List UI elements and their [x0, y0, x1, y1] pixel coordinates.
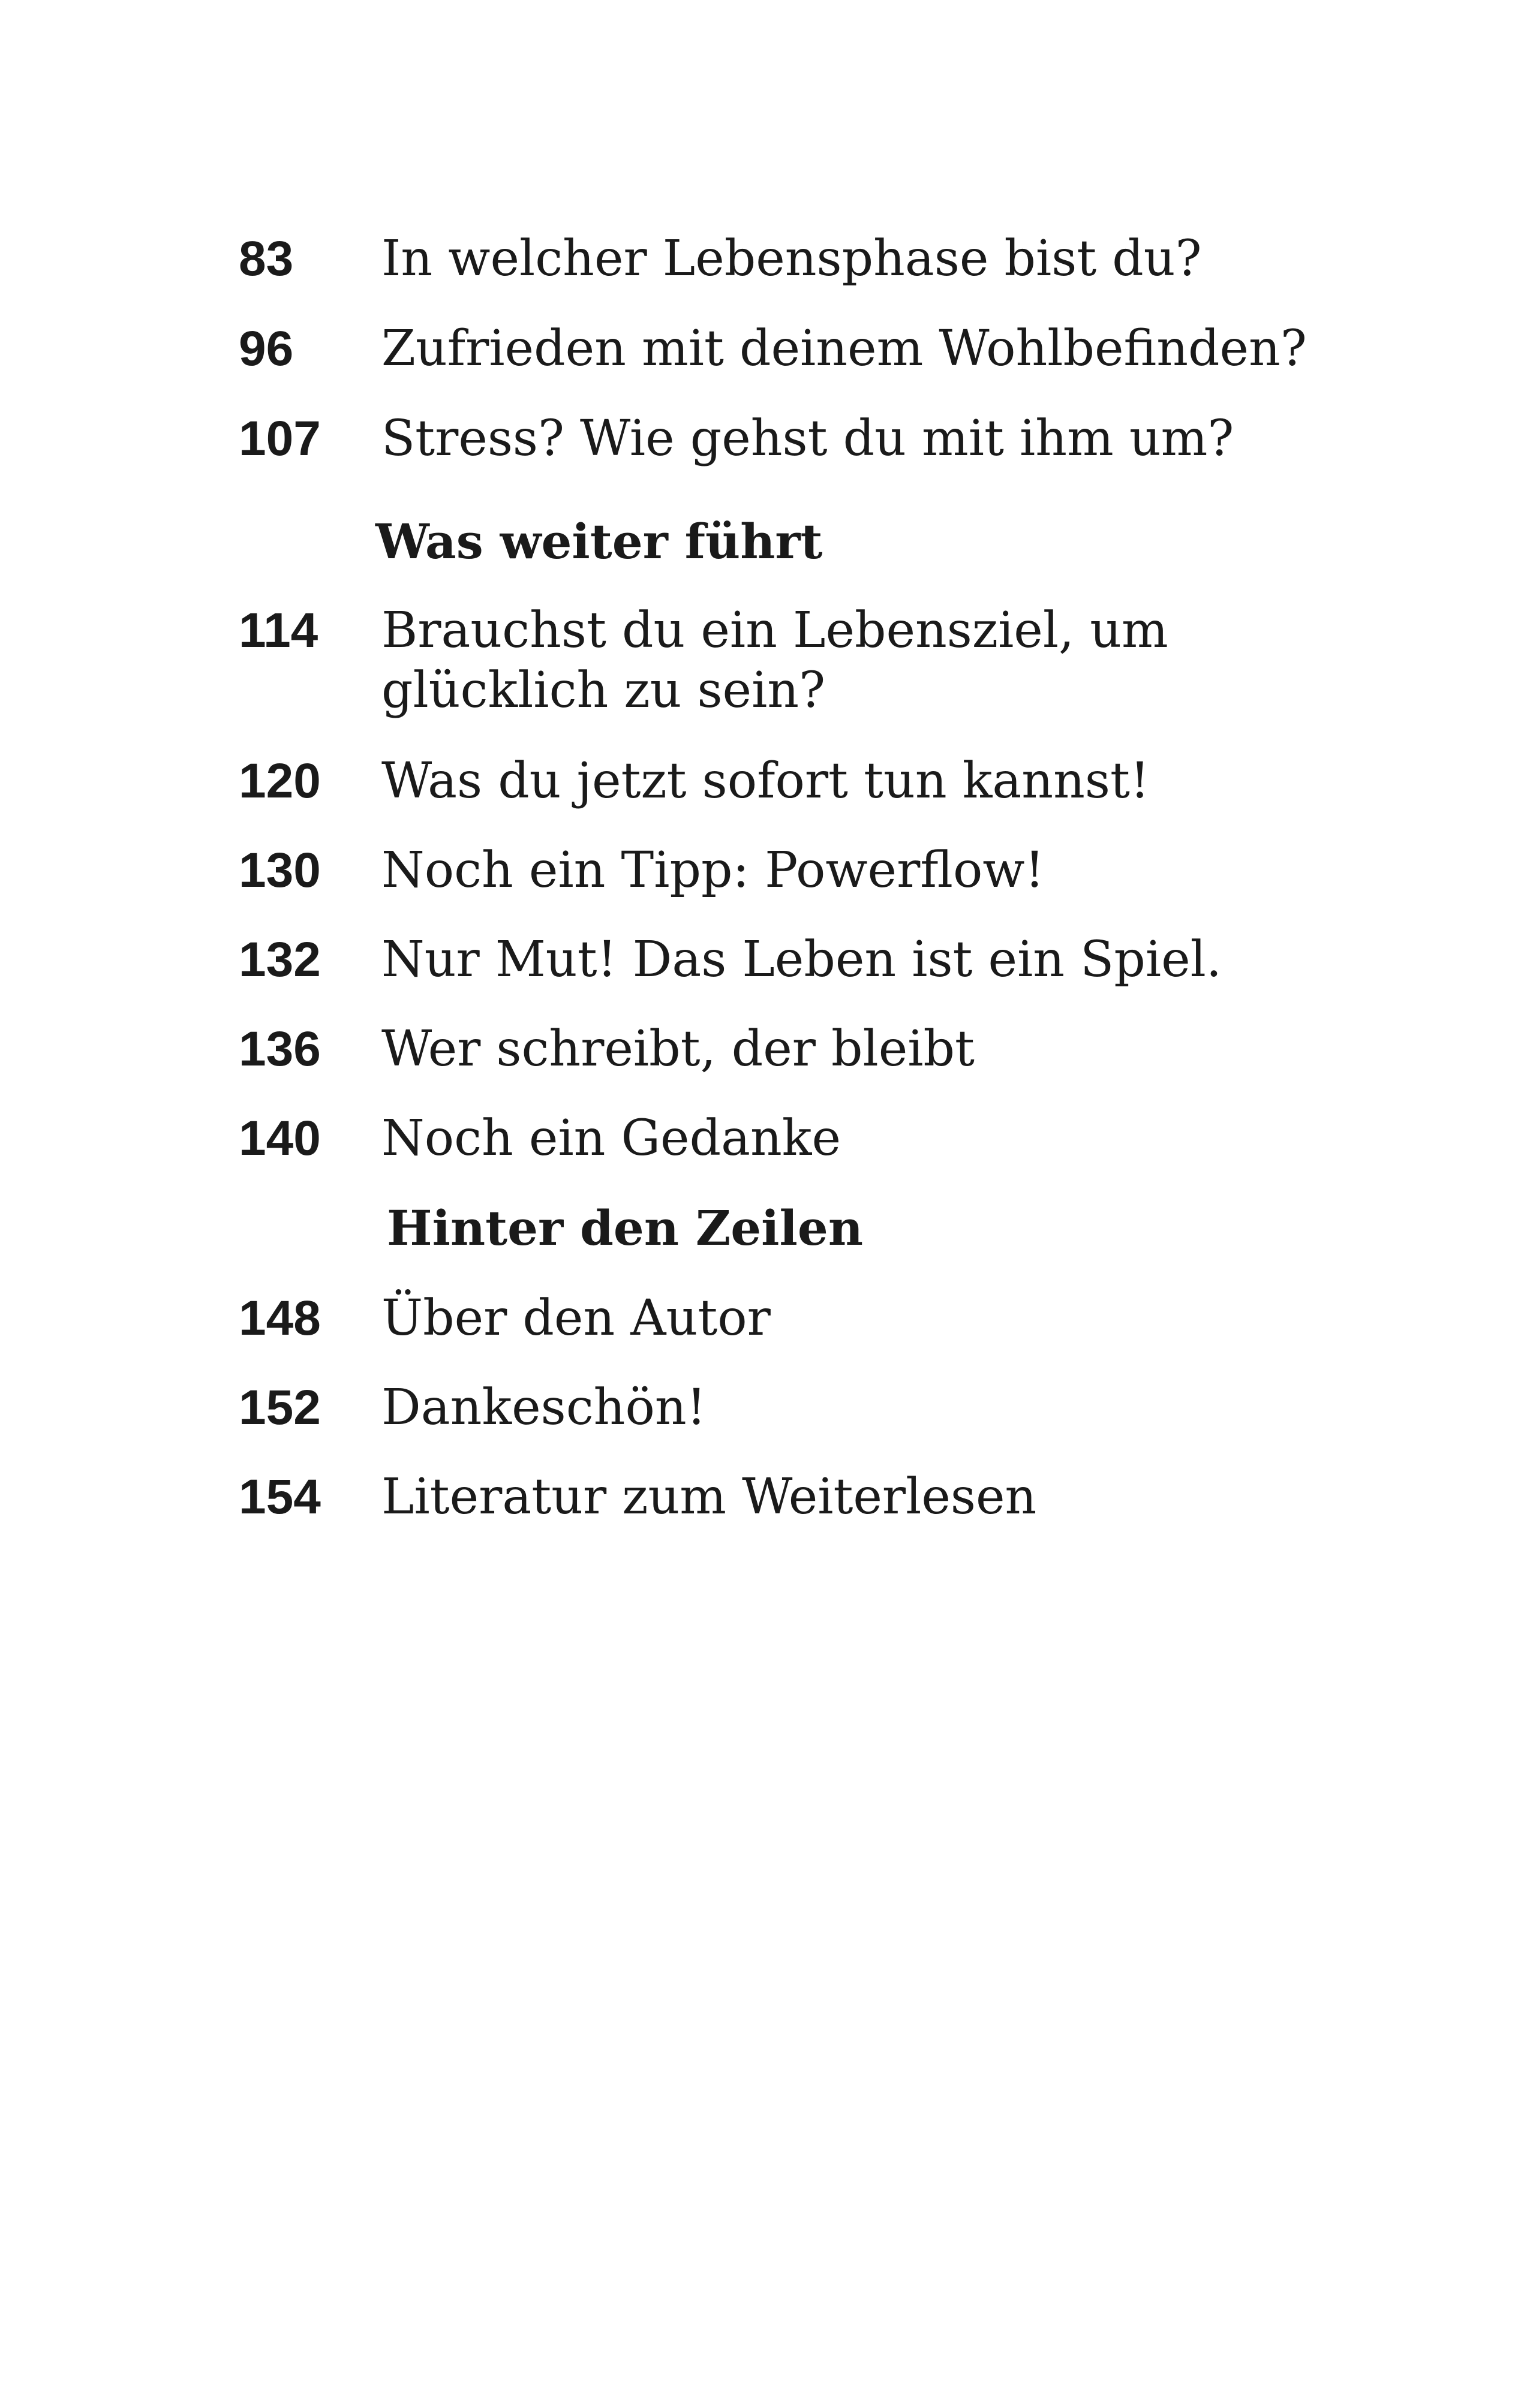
toc-entry-title: In welcher Lebensphase bist du?: [381, 230, 1202, 287]
toc-entry-title: Zufrieden mit deinem Wohlbefinden?: [381, 320, 1307, 377]
toc-entry-title: Brauchst du ein Lebensziel, um: [381, 602, 1168, 659]
toc-page-number: 154: [239, 1470, 321, 1524]
toc-entry-title: Was du jetzt sofort tun kannst!: [381, 752, 1150, 809]
toc-entry-title: Wer schreibt, der bleibt: [381, 1021, 975, 1077]
toc-entry-title: Stress? Wie gehst du mit ihm um?: [381, 410, 1234, 467]
toc-entry-title: Über den Autor: [381, 1290, 771, 1347]
toc-entry-title: Noch ein Gedanke: [381, 1110, 841, 1167]
toc-page-number: 140: [239, 1111, 321, 1166]
toc-page-number: 130: [239, 843, 321, 898]
toc-entry-title: Dankeschön!: [381, 1379, 707, 1436]
section-heading: Hinter den Zeilen: [387, 1200, 863, 1256]
toc-page-number: 132: [239, 932, 321, 987]
toc-entry-title-continuation: glücklich zu sein?: [381, 662, 826, 719]
toc-page-number: 152: [239, 1380, 321, 1435]
toc-page-number: 136: [239, 1022, 321, 1076]
toc-page-number: 96: [239, 321, 294, 376]
toc-page-number: 107: [239, 411, 321, 466]
section-heading: Was weiter führt: [375, 513, 823, 570]
toc-entry-title: Nur Mut! Das Leben ist ein Spiel.: [381, 931, 1222, 988]
toc-page-number: 148: [239, 1291, 321, 1346]
toc-entry-title: Noch ein Tipp: Powerflow!: [381, 842, 1045, 899]
toc-page-number: 83: [239, 231, 294, 286]
toc-entry-title: Literatur zum Weiterlesen: [381, 1468, 1037, 1525]
toc-page-number: 114: [239, 603, 318, 658]
toc-page-number: 120: [239, 754, 321, 808]
